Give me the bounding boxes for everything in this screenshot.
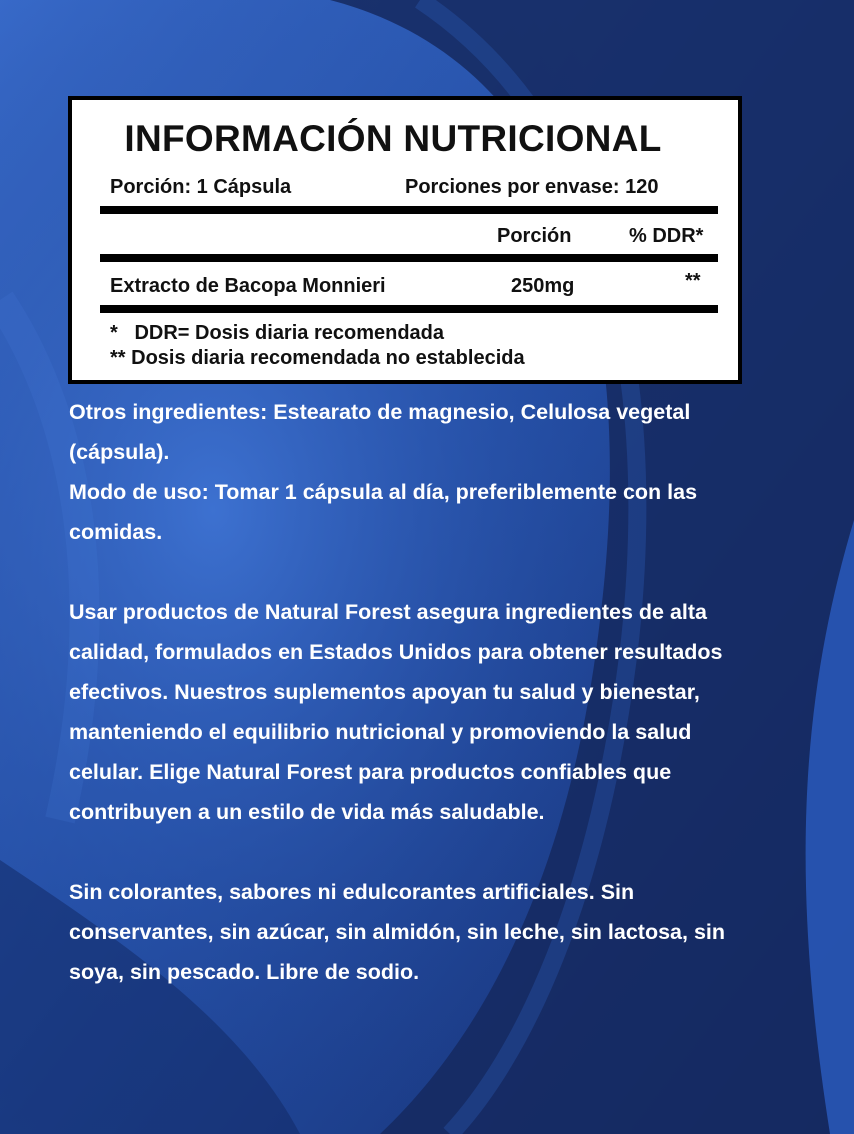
brand-line: Usar productos de Natural Forest asegura ingredientes de alta	[69, 600, 708, 624]
usage-line-1: Modo de uso: Tomar 1 cápsula al día, preferiblemente con las	[69, 480, 698, 504]
divider-thick-top	[100, 206, 718, 214]
servings-per-container: Porciones por envase: 120	[405, 176, 659, 198]
ingredient-ddr: **	[685, 270, 701, 292]
ingredient-portion: 250mg	[511, 275, 575, 297]
brand-line: contribuyen a un estilo de vida más saludable.	[69, 800, 545, 824]
column-header-ddr: % DDR*	[629, 225, 704, 247]
divider-thick-middle	[100, 254, 718, 262]
brand-line: calidad, formulados en Estados Unidos para obtener resultados	[69, 640, 723, 664]
brand-line: efectivos. Nuestros suplementos apoyan tu salud y bienestar,	[69, 680, 700, 704]
brand-line: celular. Elige Natural Forest para productos confiables que	[69, 760, 672, 784]
other-ingredients-line-1: Otros ingredientes: Estearato de magnesio, Celulosa vegetal	[69, 400, 691, 424]
footnote-not-established: ** Dosis diaria recomendada no establecida	[110, 347, 525, 369]
ingredient-name: Extracto de Bacopa Monnieri	[110, 275, 386, 297]
column-header-portion: Porción	[497, 225, 572, 247]
free-from-line: conservantes, sin azúcar, sin almidón, sin leche, sin lactosa, sin	[69, 920, 726, 944]
other-ingredients-line-2: (cápsula).	[69, 440, 170, 464]
footnote-ddr: * DDR= Dosis diaria recomendada	[110, 322, 445, 344]
nutrition-facts-panel	[68, 96, 742, 384]
divider-thick-bottom	[100, 305, 718, 313]
nutrition-title: INFORMACIÓN NUTRICIONAL	[124, 118, 662, 159]
free-from-line: Sin colorantes, sabores ni edulcorantes artificiales. Sin	[69, 880, 635, 904]
usage-line-2: comidas.	[69, 520, 163, 544]
product-description	[69, 392, 799, 992]
serving-size: Porción: 1 Cápsula	[110, 176, 292, 198]
brand-line: manteniendo el equilibrio nutricional y promoviendo la salud	[69, 720, 692, 744]
free-from-line: soya, sin pescado. Libre de sodio.	[69, 960, 420, 984]
